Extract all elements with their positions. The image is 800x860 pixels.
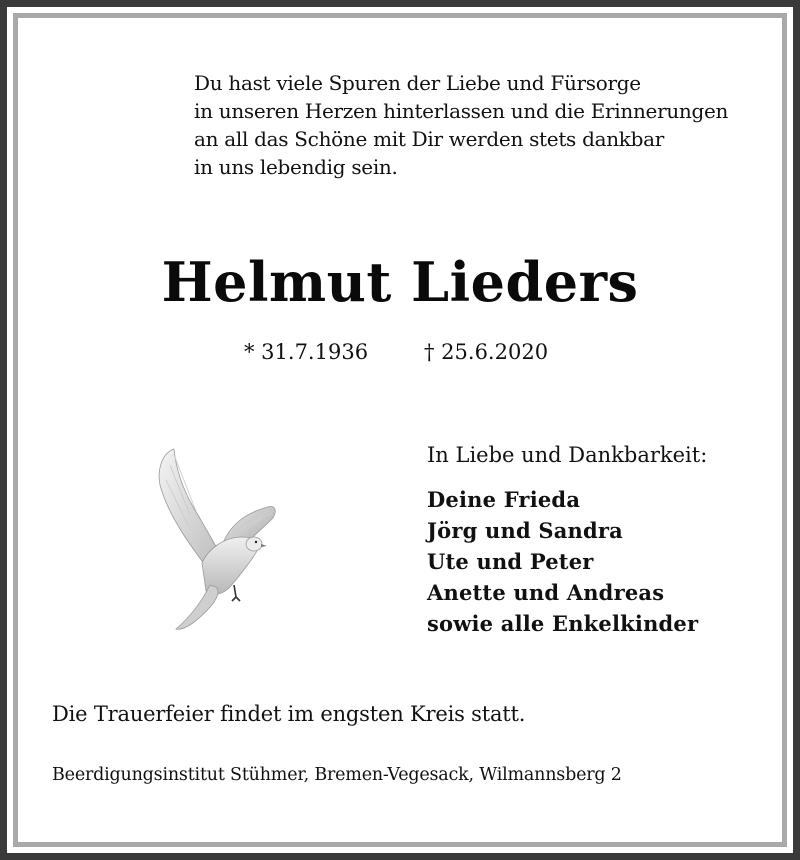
undertaker-info: Beerdigungsinstitut Stühmer, Bremen-Vegesack, Wilmannsberg 2 bbox=[52, 765, 622, 785]
mourners-intro: In Liebe und Dankbarkeit: bbox=[427, 443, 708, 467]
mourner-name: Ute und Peter bbox=[427, 549, 594, 574]
mourner-name: sowie alle Enkelkinder bbox=[427, 611, 699, 636]
ceremony-note: Die Trauerfeier findet im engsten Kreis statt. bbox=[52, 702, 526, 726]
death-date: † 25.6.2020 bbox=[424, 340, 549, 364]
verse-line: in uns lebendig sein. bbox=[194, 155, 398, 179]
mourners-block bbox=[427, 440, 707, 639]
mourner-name: Jörg und Sandra bbox=[427, 518, 623, 543]
dove-icon bbox=[150, 445, 280, 635]
mourner-name: Deine Frieda bbox=[427, 487, 581, 512]
birth-date: * 31.7.1936 bbox=[244, 340, 369, 364]
mourners-list bbox=[427, 484, 707, 639]
verse-line: an all das Schöne mit Dir werden stets dankbar bbox=[194, 127, 664, 151]
mourner-name: Anette und Andreas bbox=[427, 580, 665, 605]
verse-line: in unseren Herzen hinterlassen und die Erinnerungen bbox=[194, 99, 729, 123]
verse-line: Du hast viele Spuren der Liebe und Fürsorge bbox=[194, 71, 641, 95]
memorial-verse bbox=[194, 69, 728, 181]
deceased-name: Helmut Lieders bbox=[161, 250, 639, 314]
